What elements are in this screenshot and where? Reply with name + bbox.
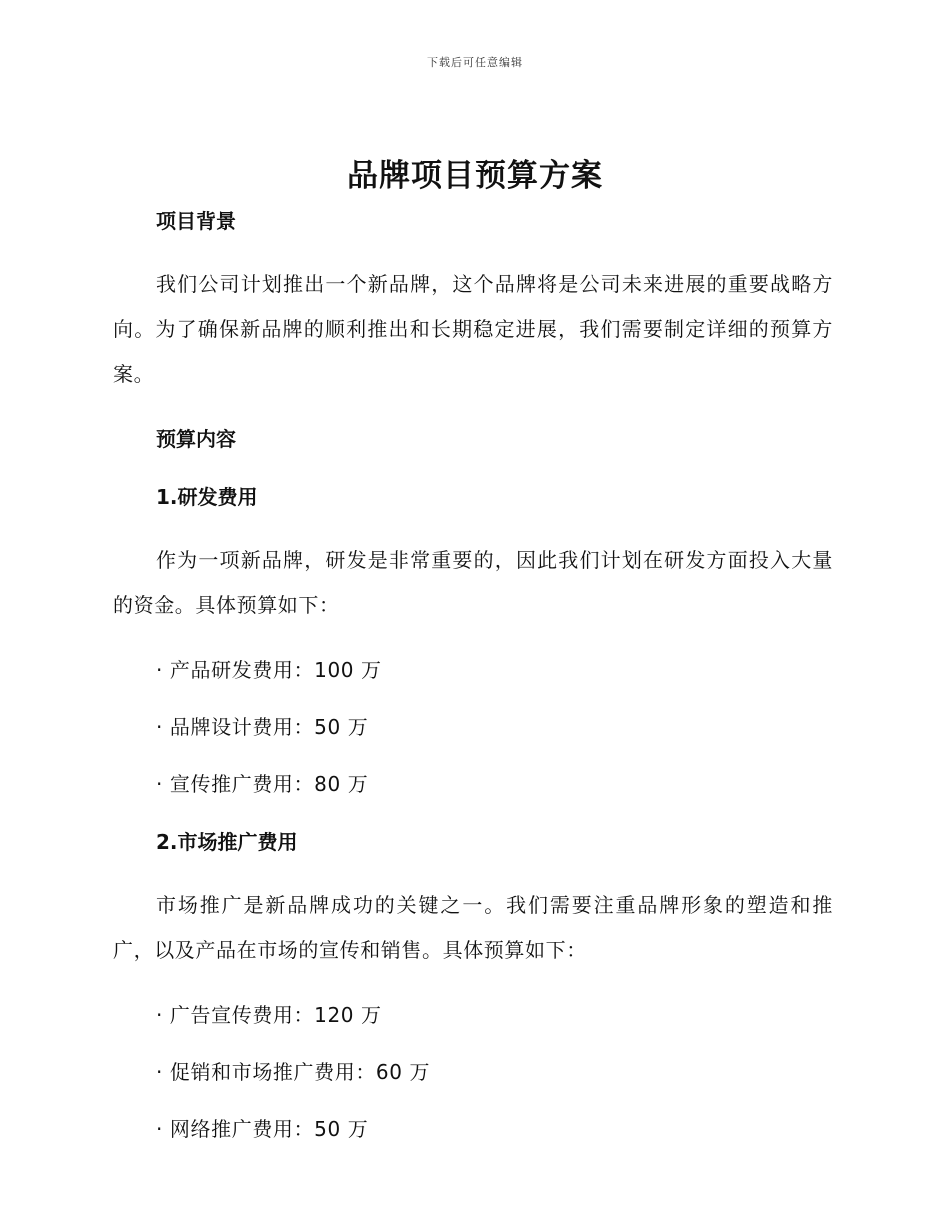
section-heading-marketing: 2.市场推广费用 — [156, 830, 298, 854]
section-heading-budget: 预算内容 — [156, 427, 236, 451]
paragraph-marketing: 市场推广是新品牌成功的关键之一。我们需要注重品牌形象的塑造和推广，以及产品在市场的宣传和销售。具体预算如下： — [113, 893, 833, 962]
paragraph-background: 我们公司计划推出一个新品牌，这个品牌将是公司未来进展的重要战略方向。为了确保新品牌的顺利推出和长期稳定进展，我们需要制定详细的预算方案。 — [113, 272, 833, 386]
document-title: 品牌项目预算方案 — [347, 158, 603, 194]
paragraph-rnd: 作为一项新品牌，研发是非常重要的，因此我们计划在研发方面投入大量的资金。具体预算如下： — [113, 548, 833, 617]
list-item: · 促销和市场推广费用：60 万 — [156, 1060, 431, 1084]
document-body — [113, 205, 833, 1145]
list-item: · 产品研发费用：100 万 — [156, 658, 382, 682]
list-item: · 网络推广费用：50 万 — [156, 1117, 369, 1141]
list-item: · 宣传推广费用：80 万 — [156, 772, 369, 796]
list-item: · 品牌设计费用：50 万 — [156, 715, 369, 739]
section-heading-rnd: 1.研发费用 — [156, 485, 258, 509]
list-item: · 广告宣传费用：120 万 — [156, 1003, 382, 1027]
section-heading-background: 项目背景 — [156, 209, 236, 233]
header-note: 下载后可任意编辑 — [427, 56, 523, 69]
